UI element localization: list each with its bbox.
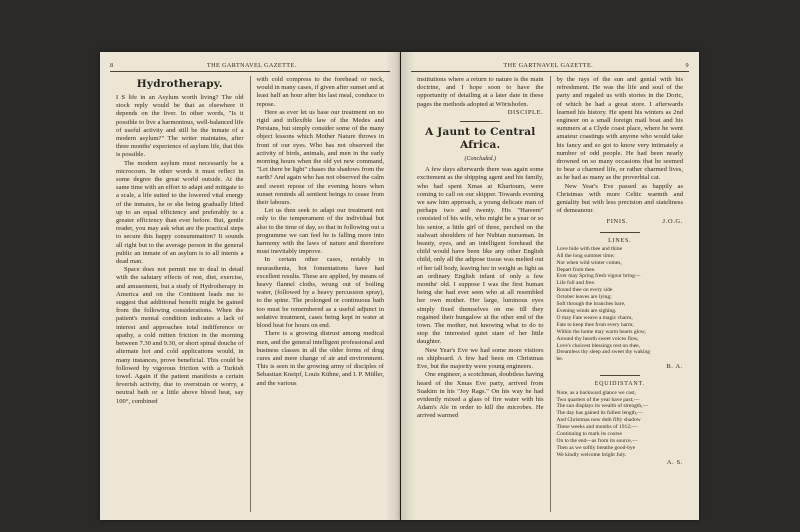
text-columns xyxy=(110,76,390,512)
finis: FINIS. xyxy=(606,218,629,226)
running-title: THE GARTNAVEL GAZETTE. xyxy=(503,62,594,69)
running-head xyxy=(110,62,390,72)
poem-lines xyxy=(557,246,684,363)
poem-line: Two quarters of the year have past;— xyxy=(556,396,640,403)
poem-line: October leaves are lying; xyxy=(556,294,612,301)
poem-line: Life full and free. xyxy=(556,280,596,287)
poem-line: We kindly welcome bright July. xyxy=(556,451,627,458)
poem-line: Nor when wild winter comes, xyxy=(556,259,622,266)
poem-line: Around thy hearth sweet voices flow, xyxy=(556,335,639,342)
page-number: 8 xyxy=(110,62,114,69)
left-page xyxy=(100,52,400,520)
poem-line: Love bide with thee and thine xyxy=(556,245,623,252)
signature: B. A. xyxy=(666,363,683,371)
poem-line: And Christmas now doth fifty shadow xyxy=(556,417,641,424)
poem-line: Love's choicest blessings rest on thee, xyxy=(556,342,640,349)
poem-line: be. xyxy=(556,356,564,363)
paragraph: There is a growing distrust among medical men, and the general intelligent professional and business classes in all the older forms of drug cures and mere change of air and environment. This is seen in the growing army of disciples of Sebastian Kneipf, Louis Kühne, and I. P. Müller, and the various xyxy=(256,330,384,387)
column-1 xyxy=(411,76,550,512)
divider xyxy=(600,375,640,376)
poem-line: Note, as a backward glance we cast, xyxy=(556,389,636,396)
poem-line: Then as we softly breathe good-bye xyxy=(556,444,636,451)
poem-line: Ever may Spring fresh vigour bring— xyxy=(556,273,641,280)
divider xyxy=(600,232,640,233)
article-title: Hydrotherapy. xyxy=(136,78,223,90)
poem-line: Fate to keep thee from every harm; xyxy=(556,321,634,328)
paragraph: A few days afterwards there was again some excitement as the shipping agent and his family, who had spent Xmas at Khartoum, were coming to call on our skipper. Towards evening we saw him approach, a young delicate man of perhaps two and twenty. His "Hareem" consisted of his wife, who might be a year or so his senior, a little girl of three, perched on the stalwart shoulders of her Nubian nurseman. In beauty, eyes, and an intelligent forehead the child would have been like any other English child, only all the adipose tissue was melted out of her tall body, leaving her in weight as light as an ordinary English infant of only a few months' old. I suppose I was the first human being she had ever seen who at all resembled her own mother. Her large, luminous eyes simply fixed themselves on me till they regained their bungalow at the other end of the town. The mother, not knowing what to do to stop the interested quiet stare of her little daughter. xyxy=(417,166,544,346)
right-page xyxy=(401,52,699,520)
poem-line: Dreamless thy sleep and sweet thy waking xyxy=(556,349,650,356)
poem-line: All the long summer time; xyxy=(556,252,615,259)
running-head xyxy=(411,62,689,72)
article-subtitle: (Concluded.) xyxy=(464,156,496,163)
divider xyxy=(460,121,500,122)
page-number: 9 xyxy=(685,62,689,69)
column-1 xyxy=(110,76,250,512)
paragraph: One engineer, a scotchman, doubtless having heard of the Xmas Eve party, arrived from Suakim in his "Joy Rags." On his way he had evidently mixed a glass of fire water with his Adam's Ale in order to kill the microbes. He arrived warmed xyxy=(417,371,544,420)
paragraph: institutions where a return to nature is the main doctrine, and I hope soon to have the opportunity of detailing at a later date in these pages the methods adopted at Wörishofen. xyxy=(417,76,544,108)
poem-line: The day has gained its fullest length,— xyxy=(556,410,643,417)
paragraph: In certain other cases, notably in neurasthenia, hot fomentations have had excellent results. These are applied, by means of heavy flannel cloths, wrung out of boiling water, (followed by a heavy percussion spray), to the spine. The prolonged or continuous bath too must be remembered as a useful adjunct in sedative treatment, cases being kept in water at blood heat for hours on end. xyxy=(256,256,384,330)
paragraph: New Year's Eve passed as happily as Christmas with more Celtic warmth and geniality but with less precision and stateliness of demeanour. xyxy=(556,182,683,215)
poem-line: Continuing to mark its course xyxy=(556,431,622,438)
article-title: A Jaunt to Central Africa. xyxy=(425,126,536,152)
poem-line: Round thee on every side xyxy=(556,287,613,294)
paragraph: with cold compress to the forehead or neck, would in many cases, if given after sunset and at least half an hour after his last meal, conduce to repose. xyxy=(256,76,384,108)
poem-line: O may Fate weave a magic charm, xyxy=(556,314,633,321)
poem-line: The sun displays its wealth of strength,— xyxy=(556,403,649,410)
poem-line: Within the home may warm hearts glow, xyxy=(556,328,646,335)
signature: DISCIPLE. xyxy=(507,108,544,116)
poem-title: LINES. xyxy=(608,237,632,244)
poem-title: EQUIDISTANT. xyxy=(594,381,645,388)
column-2 xyxy=(550,76,690,512)
poem-line: Soft through the branches bare, xyxy=(556,301,626,308)
signature: A. S. xyxy=(666,458,683,466)
poem-line: On to the end—as from its source,— xyxy=(556,438,638,445)
paragraph: Space does not permit me to deal in detail with the salutary effects of rest, diet, exercise, and amusement, but a study of Hydrotherapy in America and on the Continent leads me to suggest that additional benefit might be gained from the following considerations. When the patient's mental condition indicates a lack of interest and approaches total indifference or apathy, a cold mitten friction in the morning between 7.30 and 9.30, or short spinal douche of alternate hot and cold applications would, in many instances, prove beneficial. This could be followed by vigorous friction with a Turkish towel. Again if the patient manifests a certain feverish activity, due to overstrain or worry, a neutral bath or a little above blood heat, say 100°, combined xyxy=(116,266,244,405)
column-2 xyxy=(250,76,391,512)
poem-line: Evening winds are sighing. xyxy=(556,308,617,315)
paragraph: The modern asylum must necessarily be a microcosm. In other words it must reflect in some degree the great world outside. At the same time with an effort to adapt and mitigate to a scale, a life suited to the lowered vital energy of the inmates, he or she being gradually lifted up to an equal efficiency and preferably to a greater efficiency than ever before. But, gentle reader, you may ask what are the practical steps to secure this happy consummation? It sounds all right but to the average person in the general public an inmate of an asylum is to all intents a dead man. xyxy=(116,159,244,266)
paragraph: by the rays of the sun and genial with his refreshment. He was the life and soul of the party and regaled us with stories in the Doric, of which he had a great store. I afterwards learned his history. He spent his winters as 2nd engineer on a small foreign mail boat and his summers at a Clyde coast place, where he went amateur coastings with anyone who would take his fancy and so got to know very intimately a number of odd people. He had been nearly drowned on so many occasions that he seemed to bear a charmed life, or rather charmed lives, as he had as many as the proverbial cat. xyxy=(556,76,683,182)
paragraph: New Year's Eve we had some more visitors on shipboard. A few had been on Christmas Eve, but the majority were young engineers. xyxy=(417,346,544,371)
text-columns xyxy=(411,76,689,512)
running-title: THE GARTNAVEL GAZETTE. xyxy=(206,62,297,69)
paragraph: Here as ever let us base our treatment on no rigid and inflexible law of the Medes and Persians, but simply consider some of the many object lessons which Mother Nature throws in front of our eyes. Who has not observed the activity of birds, animals, and men in the early morning hours when the old yet new command, "Let there be light" chases the shadows from the earth? And again who has not observed the calm and sweet repose of the evening hours when sunset reminds all sentient beings to cease from their labours. xyxy=(256,108,384,207)
finis-line xyxy=(557,218,684,226)
poem-line: Depart from thee. xyxy=(556,266,596,273)
poem-lines xyxy=(557,390,684,459)
signature: J.O.G. xyxy=(662,218,683,226)
poem-line: These weeks and months of 1912;— xyxy=(556,424,637,431)
paragraph: I S life in an Asylum worth living? The old stock reply would be that as elsewhere it depends on the liver. In other words, "Is it possible to live a harmonious, well-balanced life of useful activity and still be the inmate of a modern asylum?" The writer maintains, after three months' experience of asylum life, that this is possible. xyxy=(116,94,244,159)
paragraph: Let us then seek to adapt our treatment not only to the temperament of the individual but also to the time of day, so that in following out a programme we can feel he is falling more into harmony with the laws of nature and therefore must inevitably improve. xyxy=(256,207,384,256)
